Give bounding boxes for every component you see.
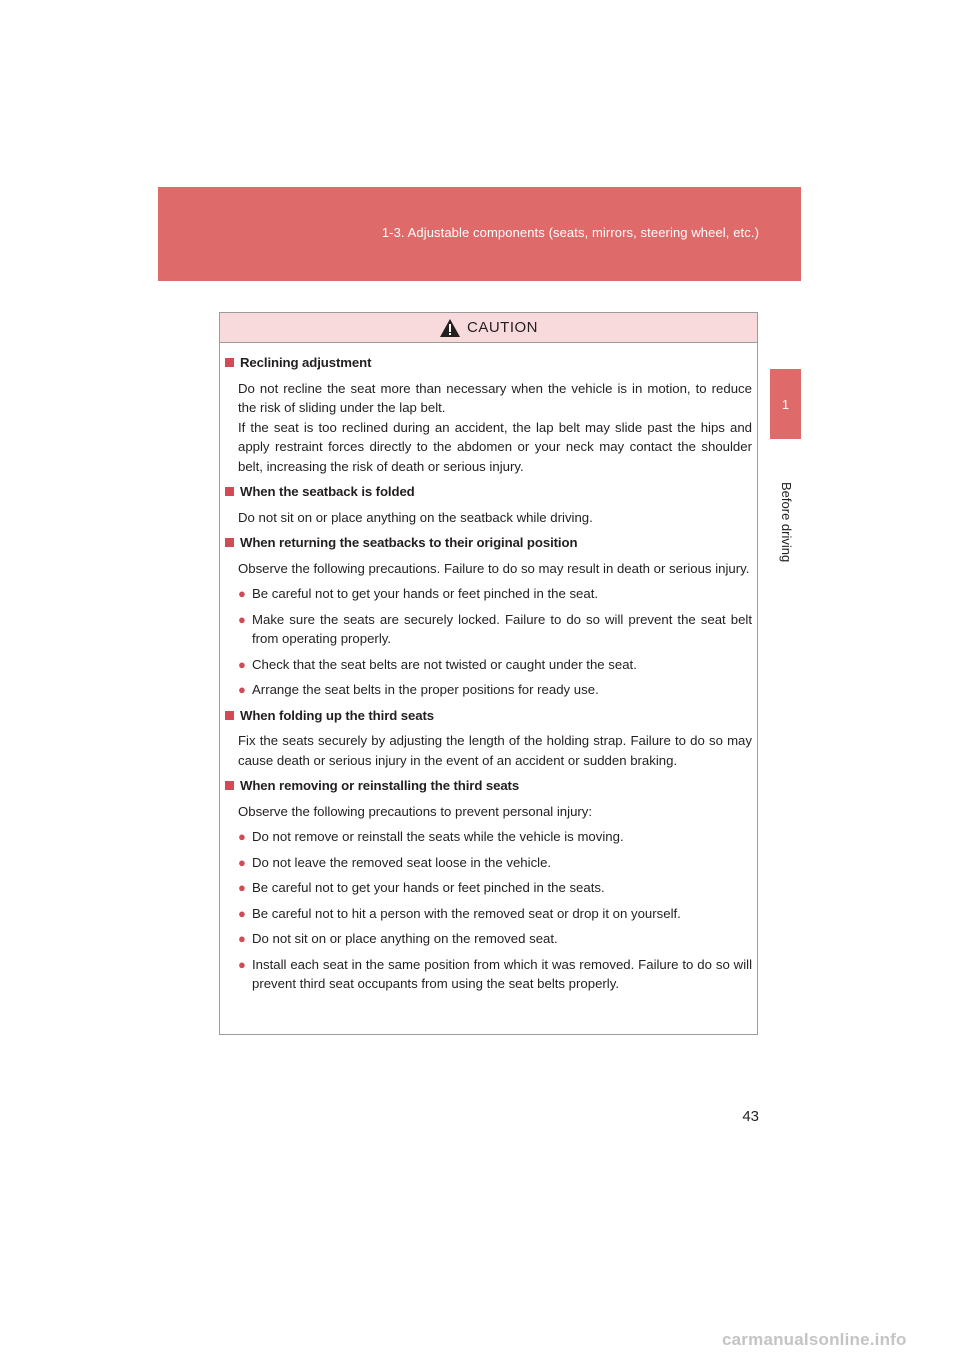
bullet-dot-icon: ●: [238, 611, 246, 627]
section-paragraph: Do not recline the seat more than necessary when the vehicle is in motion, to reduce the risk of sliding under the lap belt.: [238, 380, 752, 415]
bullet-text: Do not leave the removed seat loose in the vehicle.: [252, 854, 552, 870]
section-heading-text: Reclining adjustment: [240, 355, 372, 370]
bullet-text: Do not sit on or place anything on the removed seat.: [252, 931, 558, 946]
square-bullet-icon: [225, 358, 234, 367]
bullet-text: Be careful not to get your hands or feet pinched in the seats.: [252, 880, 605, 895]
section-paragraph: Observe the following precautions to prevent personal injury:: [238, 803, 593, 819]
bullet-dot-icon: ●: [238, 586, 246, 601]
bullet-item: [238, 853, 752, 873]
section-paragraph: Observe the following precautions. Failure to do so may result in death or serious injury.: [238, 560, 750, 576]
caution-title: CAUTION: [467, 319, 538, 336]
bullet-dot-icon: ●: [238, 682, 246, 697]
section-heading-text: When returning the seatbacks to their original position: [240, 535, 578, 550]
caution-box: [219, 312, 758, 1035]
bullet-dot-icon: ●: [238, 956, 246, 972]
bullet-item: [238, 655, 752, 675]
bullet-item: [238, 929, 752, 949]
caution-header: [220, 313, 757, 343]
bullet-dot-icon: ●: [238, 829, 246, 844]
section-paragraph: Do not sit on or place anything on the seatback while driving.: [238, 509, 593, 525]
chapter-header-band: [158, 187, 801, 281]
bullet-text: Do not remove or reinstall the seats while the vehicle is moving.: [252, 829, 624, 844]
section-heading-text: When the seatback is folded: [240, 484, 415, 499]
bullet-text: Check that the seat belts are not twisted or caught under the seat.: [252, 656, 637, 672]
bullet-item: [238, 904, 752, 924]
bullet-dot-icon: ●: [238, 656, 246, 672]
bullet-dot-icon: ●: [238, 880, 246, 895]
section-heading-text: When folding up the third seats: [240, 707, 434, 723]
bullet-dot-icon: ●: [238, 905, 246, 921]
bullet-text: Make sure the seats are securely locked. Failure to do so will prevent the seat belt from operating properly.: [252, 611, 752, 646]
section-title: 1-3. Adjustable components (seats, mirrors, steering wheel, etc.): [381, 225, 759, 240]
section-heading: [225, 533, 752, 553]
bullet-item: [238, 878, 752, 898]
chapter-tab: 1: [770, 369, 801, 439]
square-bullet-icon: [225, 711, 234, 720]
chapter-label: Before driving: [779, 482, 794, 563]
bullet-text: Arrange the seat belts in the proper positions for ready use.: [252, 682, 599, 697]
bullet-item: [238, 827, 752, 847]
bullet-item: [238, 955, 752, 994]
section-paragraph: If the seat is too reclined during an accident, the lap belt may slide past the hips and apply restraint forces directly to the abdomen or your neck may contact the shoulder belt, increasing the risk of death or serious injury.: [238, 419, 752, 474]
section-paragraph: Fix the seats securely by adjusting the length of the holding strap. Failure to do so may cause death or serious injury in the event of an accident or sudden braking.: [238, 733, 752, 768]
bullet-item: [238, 680, 752, 700]
section-heading: [225, 353, 752, 373]
section-heading-text: When removing or reinstalling the third seats: [240, 778, 520, 793]
section-heading: [225, 706, 752, 726]
page-number: 43: [742, 1108, 759, 1125]
bullet-item: [238, 610, 752, 649]
bullet-item: [238, 584, 752, 604]
bullet-text: Install each seat in the same position from which it was removed. Failure to do so will prevent third seat occupants from using the seat belts properly.: [252, 956, 752, 991]
bullet-dot-icon: ●: [238, 931, 246, 946]
bullet-text: Be careful not to hit a person with the removed seat or drop it on yourself.: [252, 905, 681, 921]
caution-body: [220, 353, 757, 1000]
section-heading: [225, 482, 752, 502]
square-bullet-icon: [225, 781, 234, 790]
section-heading: [225, 776, 752, 796]
warning-triangle-icon: [439, 318, 461, 338]
square-bullet-icon: [225, 487, 234, 496]
bullet-text: Be careful not to get your hands or feet pinched in the seat.: [252, 586, 599, 601]
bullet-dot-icon: ●: [238, 854, 246, 870]
square-bullet-icon: [225, 538, 234, 547]
watermark: carmanualsonline.info: [722, 1330, 907, 1349]
